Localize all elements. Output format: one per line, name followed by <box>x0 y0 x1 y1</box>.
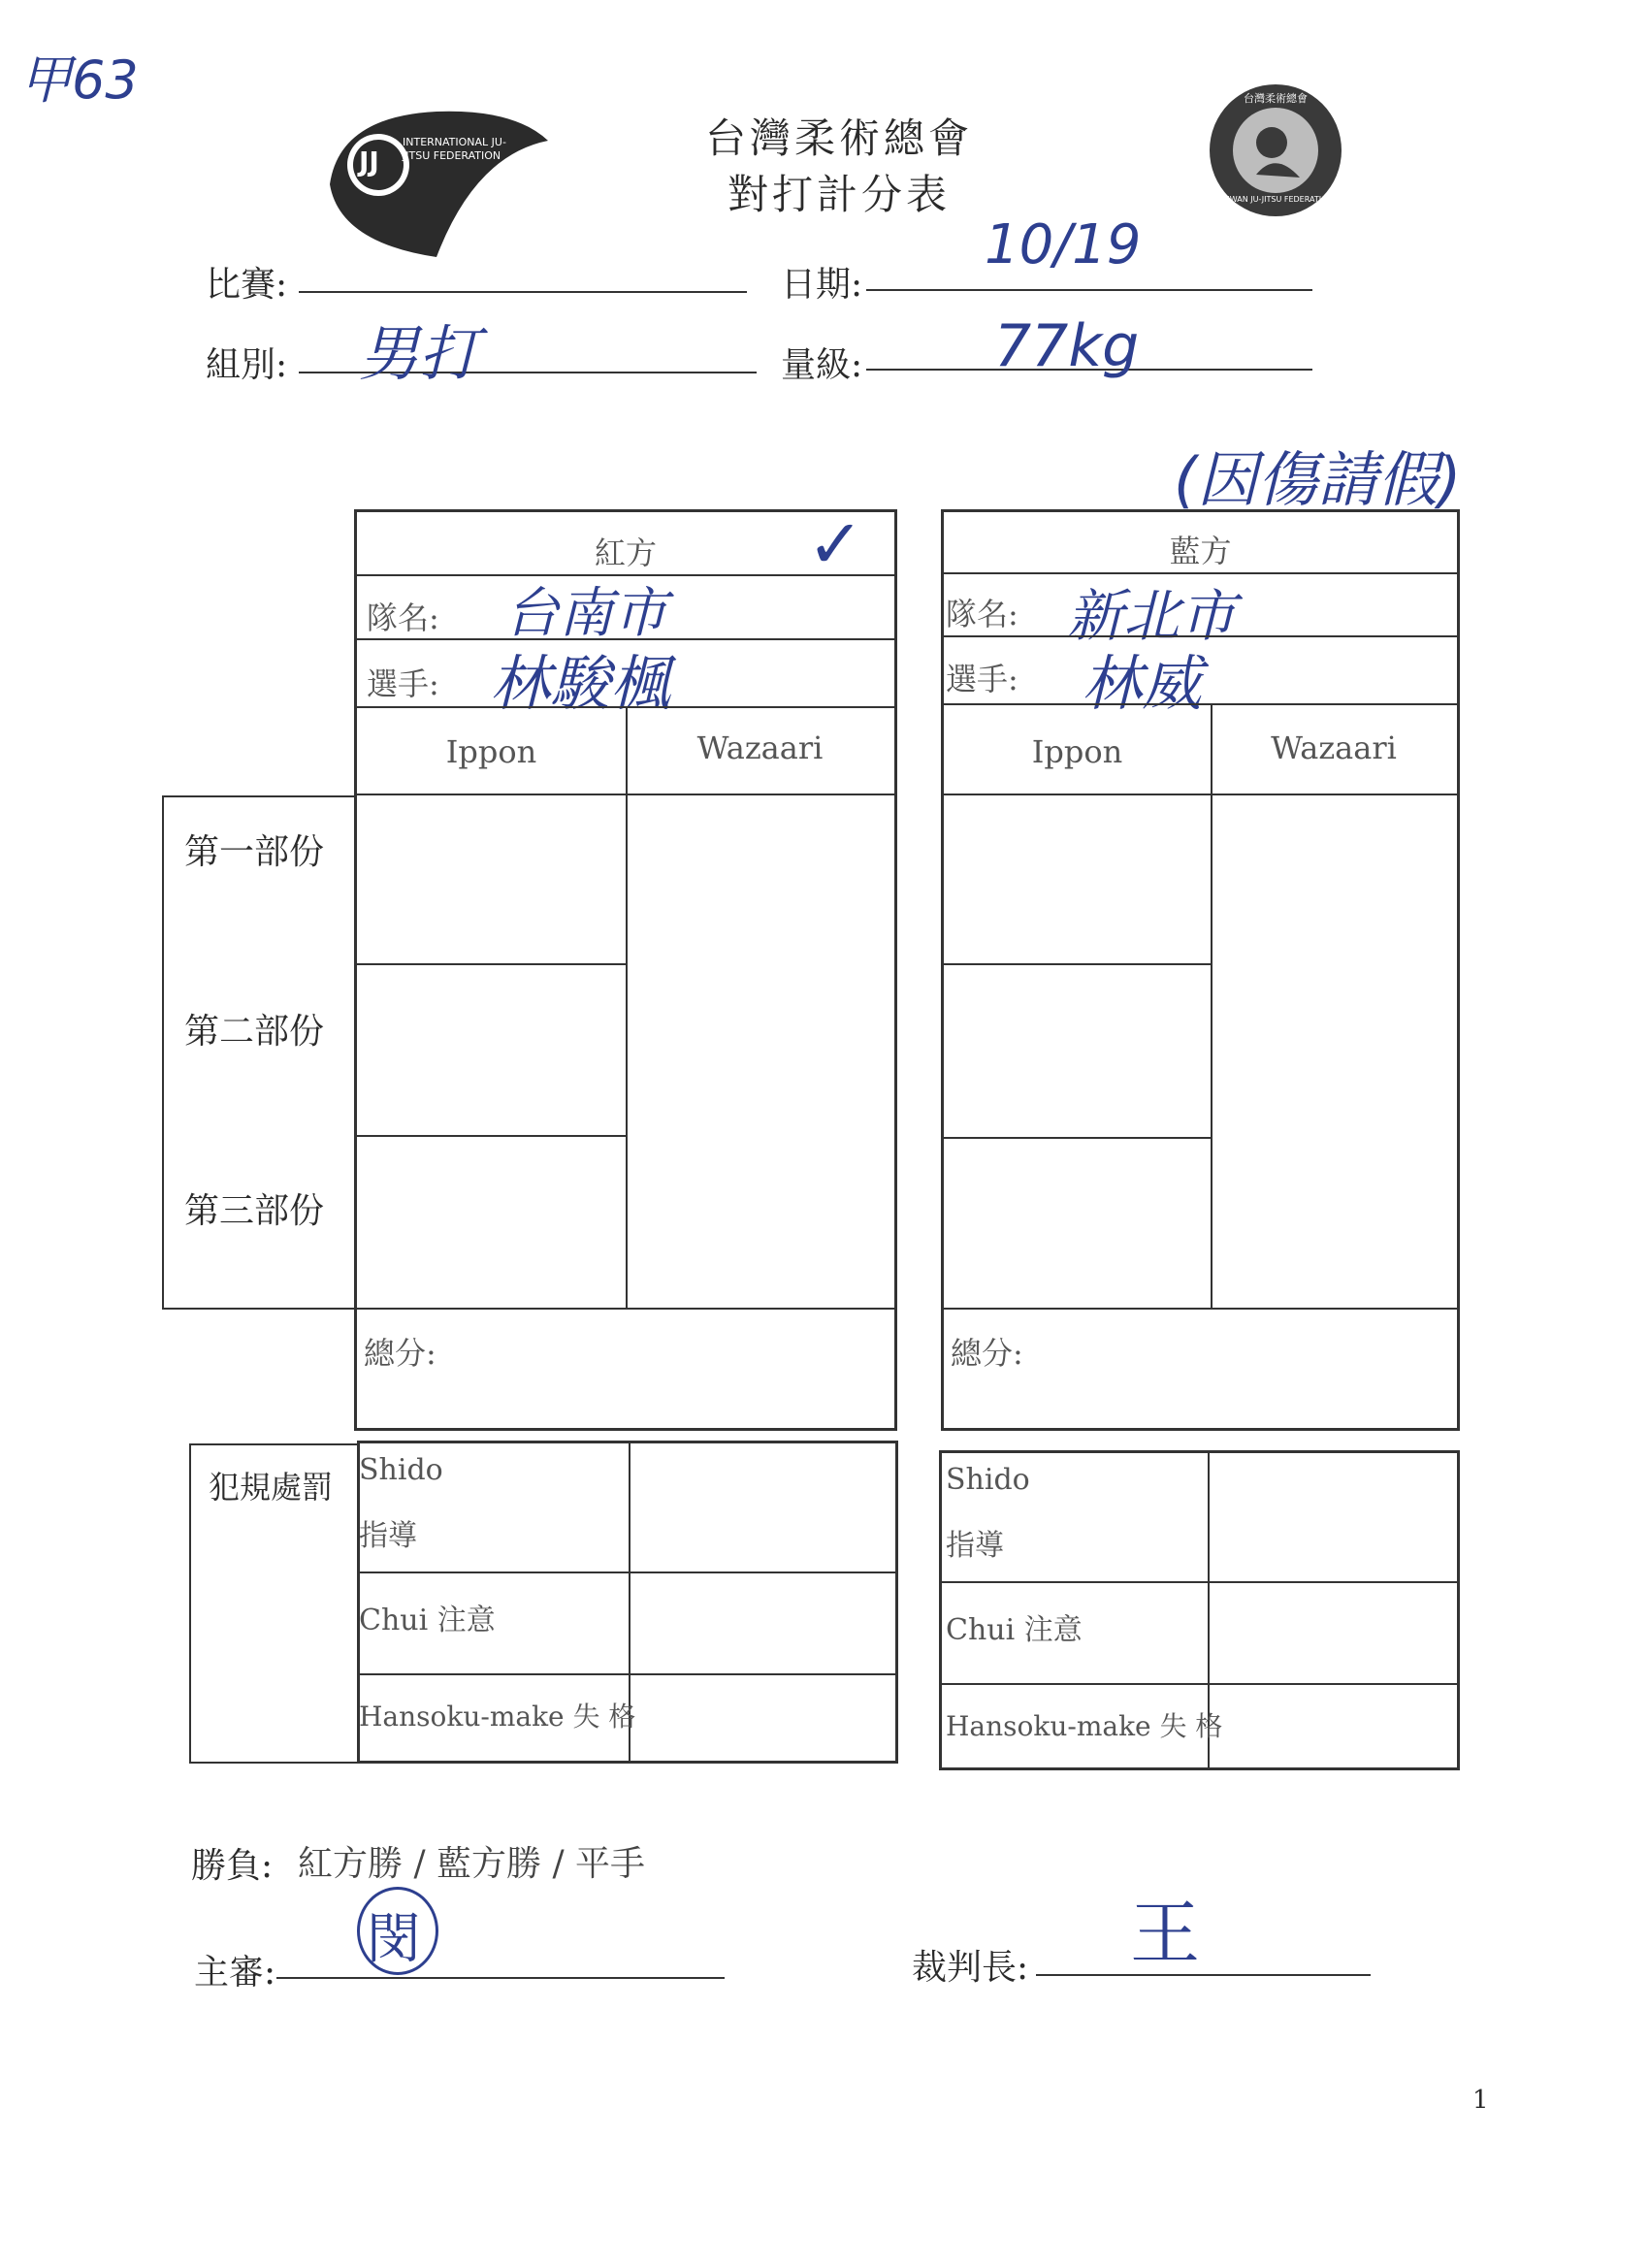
red-penalty-row-2 <box>360 1673 895 1675</box>
date-line <box>866 289 1312 291</box>
form-title-line1: 台灣柔術總會 <box>704 114 973 162</box>
red-wazaari-header: Wazaari <box>696 729 824 766</box>
match-line <box>299 291 747 293</box>
blue-hansoku-label: Hansoku-make 失 格 <box>946 1710 1223 1742</box>
part-1-label: 第一部份 <box>184 832 325 872</box>
result-options: 紅方勝 / 藍方勝 / 平手 <box>298 1844 646 1884</box>
red-team-value: 台南市 <box>504 582 667 645</box>
referee-line <box>276 1977 725 1979</box>
red-hansoku-label: Hansoku-make 失 格 <box>359 1701 636 1733</box>
weight-value: 77kg <box>994 312 1140 380</box>
red-header: 紅方 <box>594 535 657 571</box>
red-player-value: 林駿楓 <box>490 648 671 719</box>
part-2-label: 第二部份 <box>184 1012 325 1052</box>
blue-penalty-row-1 <box>942 1581 1457 1583</box>
red-ippon-header: Ippon <box>445 733 537 770</box>
blue-penalty-row-2 <box>942 1683 1457 1685</box>
group-label: 組別: <box>206 345 288 385</box>
blue-ippon-row-2 <box>944 1137 1211 1139</box>
red-total-label: 總分: <box>364 1335 436 1372</box>
date-label: 日期: <box>781 265 863 305</box>
tjjf-logo <box>1208 82 1343 218</box>
ijjf-logo-mark: JJ <box>359 146 379 178</box>
blue-divider-3 <box>944 703 1457 705</box>
chief-referee-label: 裁判長: <box>912 1948 1029 1988</box>
referee-label: 主審: <box>194 1953 276 1993</box>
result-label: 勝負: <box>191 1846 274 1886</box>
blue-total-label: 總分: <box>951 1335 1023 1372</box>
blue-team-label: 隊名: <box>946 596 1018 632</box>
blue-wazaari-header: Wazaari <box>1271 729 1397 766</box>
tjjf-logo-bottom: TAIWAN JU-JITSU FEDERATION <box>1217 195 1334 204</box>
red-player-label: 選手: <box>367 665 439 702</box>
penalty-label: 犯規處罰 <box>209 1469 334 1506</box>
blue-row-header-bottom <box>944 794 1457 795</box>
match-label: 比賽: <box>206 265 288 305</box>
blue-team-value: 新北市 <box>1067 583 1237 649</box>
referee-signature: 閔 <box>367 1908 421 1971</box>
red-total-divider <box>357 1308 894 1310</box>
corner-note: 甲63 <box>19 49 139 111</box>
red-shido-zh-label: 指導 <box>359 1519 417 1553</box>
blue-header: 藍方 <box>1169 533 1232 569</box>
blue-ippon-row-1 <box>944 963 1211 965</box>
ijjf-logo <box>320 97 553 262</box>
blue-ippon-header: Ippon <box>1031 733 1123 770</box>
ijjf-logo-text: INTERNATIONAL JU-JITSU FEDERATION <box>403 136 506 162</box>
blue-player-label: 選手: <box>946 661 1018 697</box>
red-check-mark: ✓ <box>807 504 864 584</box>
red-ippon-row-2 <box>357 1135 626 1137</box>
red-col-divider <box>626 706 628 1308</box>
blue-total-divider <box>944 1308 1457 1310</box>
red-chui-label: Chui 注意 <box>359 1604 496 1637</box>
blue-chui-label: Chui 注意 <box>946 1613 1083 1647</box>
red-ippon-row-1 <box>357 963 626 965</box>
form-title-line2: 對打計分表 <box>727 171 951 218</box>
blue-shido-label: Shido <box>946 1463 1030 1497</box>
group-value: 男打 <box>359 318 480 389</box>
part-3-label: 第三部份 <box>184 1191 325 1231</box>
red-row-header-bottom <box>357 794 894 795</box>
weight-label: 量級: <box>781 345 863 385</box>
blue-player-value: 林威 <box>1082 648 1203 719</box>
absence-note: (因傷請假) <box>1174 444 1462 515</box>
blue-shido-zh-label: 指導 <box>946 1529 1004 1563</box>
tjjf-logo-top: 台灣柔術總會 <box>1244 92 1308 105</box>
chief-referee-signature: 王 <box>1130 1893 1201 1974</box>
date-value: 10/19 <box>985 213 1142 276</box>
red-team-label: 隊名: <box>367 599 439 636</box>
red-penalty-row-1 <box>360 1571 895 1573</box>
chief-referee-line <box>1036 1974 1371 1976</box>
red-shido-label: Shido <box>359 1453 443 1487</box>
page-number: 1 <box>1472 2086 1489 2115</box>
